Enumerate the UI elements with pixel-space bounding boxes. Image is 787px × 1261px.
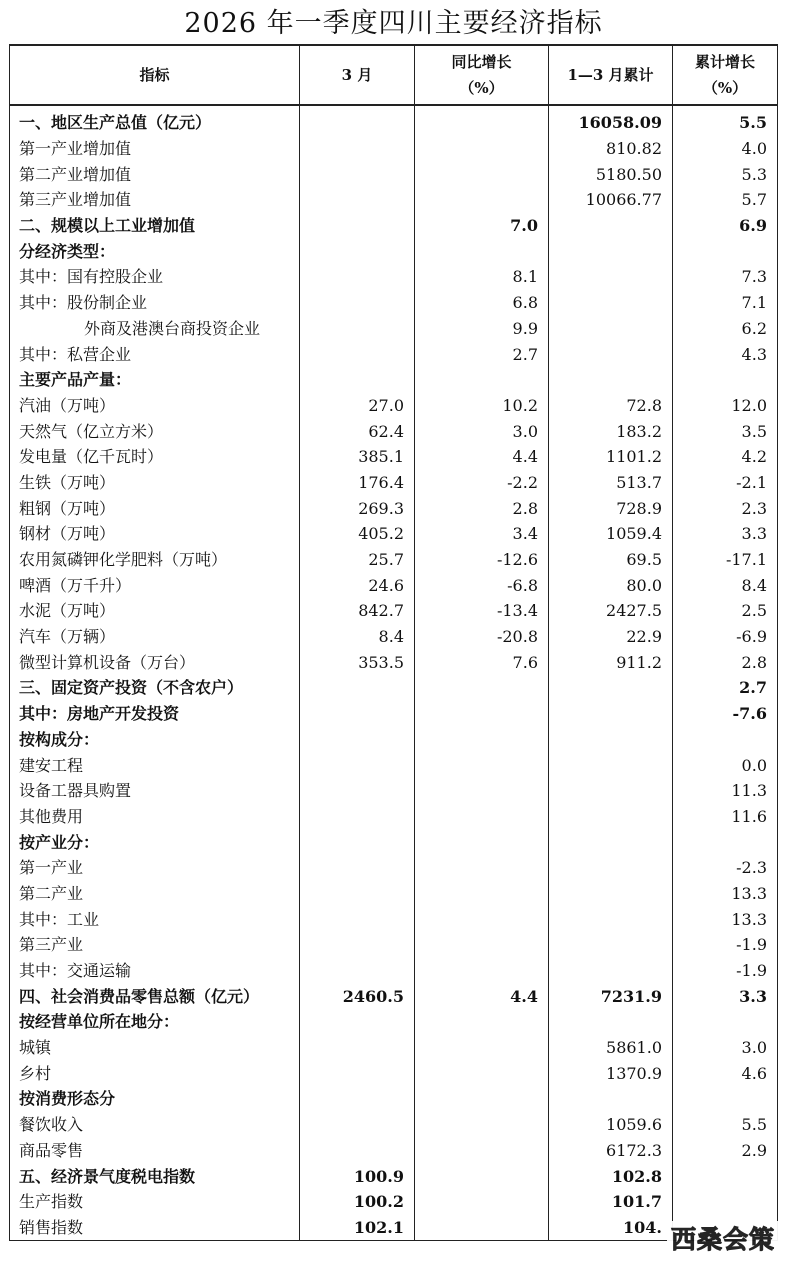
cell-cumulative-growth: 2.8 [673, 649, 778, 675]
row-label: 生铁（万吨） [10, 470, 300, 496]
cell-cumulative-growth: -1.9 [673, 932, 778, 958]
cell-cumulative [549, 238, 673, 264]
cell-cumulative: 22.9 [549, 624, 673, 650]
table-row [10, 367, 778, 393]
cell-yoy-growth: 10.2 [415, 393, 549, 419]
cell-march [300, 105, 415, 136]
cell-march: 269.3 [300, 495, 415, 521]
cell-cumulative: 69.5 [549, 547, 673, 573]
cell-cumulative-growth: 7.3 [673, 264, 778, 290]
cell-cumulative: 5861.0 [549, 1035, 673, 1061]
cell-cumulative: 6172.3 [549, 1138, 673, 1164]
cell-cumulative-growth [673, 829, 778, 855]
cell-yoy-growth [415, 1009, 549, 1035]
row-label: 第二产业 [10, 881, 300, 907]
cell-yoy-growth [415, 675, 549, 701]
row-label: 城镇 [10, 1035, 300, 1061]
table-header [10, 45, 778, 105]
table-row [10, 1035, 778, 1061]
cell-yoy-growth: 2.8 [415, 495, 549, 521]
cell-march: 842.7 [300, 598, 415, 624]
row-label: 五、经济景气度税电指数 [10, 1163, 300, 1189]
cell-cumulative [549, 367, 673, 393]
cell-yoy-growth [415, 238, 549, 264]
cell-cumulative: 911.2 [549, 649, 673, 675]
cell-yoy-growth [415, 105, 549, 136]
table-row [10, 105, 778, 136]
table-row [10, 572, 778, 598]
table-row [10, 213, 778, 239]
cell-yoy-growth [415, 932, 549, 958]
row-label: 分经济类型： [10, 238, 300, 264]
cell-cumulative: 102.8 [549, 1163, 673, 1189]
row-label: 第三产业增加值 [10, 187, 300, 213]
table-row [10, 958, 778, 984]
cell-yoy-growth: -20.8 [415, 624, 549, 650]
cell-cumulative-growth: 2.7 [673, 675, 778, 701]
cell-cumulative-growth: 6.2 [673, 316, 778, 342]
cell-march [300, 161, 415, 187]
header-cumulative: 1—3 月累计 [549, 45, 673, 105]
row-label: 其中：国有控股企业 [10, 264, 300, 290]
cell-yoy-growth: 4.4 [415, 983, 549, 1009]
row-label: 天然气（亿立方米） [10, 418, 300, 444]
cell-cumulative: 728.9 [549, 495, 673, 521]
cell-cumulative-growth: 2.5 [673, 598, 778, 624]
cell-yoy-growth [415, 1189, 549, 1215]
cell-yoy-growth: 3.0 [415, 418, 549, 444]
cell-cumulative [549, 881, 673, 907]
table-row [10, 752, 778, 778]
cell-march [300, 1112, 415, 1138]
row-label: 农用氮磷钾化学肥料（万吨） [10, 547, 300, 573]
row-label: 汽车（万辆） [10, 624, 300, 650]
cell-cumulative: 1370.9 [549, 1060, 673, 1086]
cell-yoy-growth: 3.4 [415, 521, 549, 547]
row-label: 二、规模以上工业增加值 [10, 213, 300, 239]
cell-yoy-growth: -2.2 [415, 470, 549, 496]
cell-march: 405.2 [300, 521, 415, 547]
cell-yoy-growth: -6.8 [415, 572, 549, 598]
cell-yoy-growth [415, 161, 549, 187]
row-label: 发电量（亿千瓦时） [10, 444, 300, 470]
cell-cumulative [549, 1009, 673, 1035]
header-march: 3 月 [300, 45, 415, 105]
cell-cumulative-growth: -17.1 [673, 547, 778, 573]
cell-cumulative-growth: 5.5 [673, 105, 778, 136]
cell-cumulative: 1101.2 [549, 444, 673, 470]
table-row [10, 855, 778, 881]
cell-cumulative-growth [673, 1086, 778, 1112]
table-row [10, 1138, 778, 1164]
cell-cumulative-growth: 4.0 [673, 136, 778, 162]
cell-yoy-growth [415, 958, 549, 984]
cell-yoy-growth [415, 778, 549, 804]
cell-cumulative: 72.8 [549, 393, 673, 419]
cell-cumulative-growth [673, 1163, 778, 1189]
cell-march [300, 804, 415, 830]
cell-march [300, 264, 415, 290]
cell-march: 102.1 [300, 1215, 415, 1241]
cell-cumulative: 80.0 [549, 572, 673, 598]
cell-march [300, 778, 415, 804]
table-row [10, 675, 778, 701]
cell-march [300, 1138, 415, 1164]
table-row [10, 521, 778, 547]
header-yoy-growth: 同比增长 （%） [415, 45, 549, 105]
cell-cumulative-growth: 3.3 [673, 521, 778, 547]
cell-march [300, 932, 415, 958]
indicator-table [9, 44, 778, 1241]
cell-cumulative-growth: 3.5 [673, 418, 778, 444]
cell-yoy-growth [415, 906, 549, 932]
cell-cumulative-growth [673, 238, 778, 264]
cell-cumulative [549, 316, 673, 342]
table-row [10, 418, 778, 444]
cell-cumulative-growth: 6.9 [673, 213, 778, 239]
row-label: 生产指数 [10, 1189, 300, 1215]
row-label: 按消费形态分 [10, 1086, 300, 1112]
table-row [10, 1163, 778, 1189]
table-row [10, 598, 778, 624]
cell-yoy-growth: -12.6 [415, 547, 549, 573]
header-cumulative-growth: 累计增长 （%） [673, 45, 778, 105]
cell-yoy-growth [415, 367, 549, 393]
cell-march [300, 136, 415, 162]
cell-yoy-growth [415, 187, 549, 213]
cell-cumulative: 183.2 [549, 418, 673, 444]
cell-cumulative-growth: 5.7 [673, 187, 778, 213]
cell-yoy-growth [415, 1215, 549, 1241]
cell-march [300, 855, 415, 881]
cell-cumulative-growth: 4.6 [673, 1060, 778, 1086]
cell-yoy-growth [415, 1086, 549, 1112]
cell-yoy-growth: -13.4 [415, 598, 549, 624]
cell-cumulative [549, 752, 673, 778]
table-row [10, 1060, 778, 1086]
table-row [10, 495, 778, 521]
cell-yoy-growth [415, 752, 549, 778]
cell-march: 385.1 [300, 444, 415, 470]
cell-cumulative: 513.7 [549, 470, 673, 496]
row-label: 外商及港澳台商投资企业 [10, 316, 300, 342]
cell-cumulative: 810.82 [549, 136, 673, 162]
cell-yoy-growth [415, 701, 549, 727]
cell-march [300, 290, 415, 316]
cell-march [300, 213, 415, 239]
cell-cumulative [549, 829, 673, 855]
cell-march: 27.0 [300, 393, 415, 419]
table-row [10, 701, 778, 727]
table-row [10, 804, 778, 830]
cell-march: 100.9 [300, 1163, 415, 1189]
row-label: 其中：工业 [10, 906, 300, 932]
cell-march [300, 829, 415, 855]
cell-cumulative-growth [673, 1189, 778, 1215]
row-label: 粗钢（万吨） [10, 495, 300, 521]
table-row [10, 932, 778, 958]
cell-yoy-growth: 8.1 [415, 264, 549, 290]
cell-yoy-growth [415, 1138, 549, 1164]
row-label: 四、社会消费品零售总额（亿元） [10, 983, 300, 1009]
cell-cumulative [549, 958, 673, 984]
cell-cumulative [549, 213, 673, 239]
row-label: 啤酒（万千升） [10, 572, 300, 598]
cell-yoy-growth: 2.7 [415, 341, 549, 367]
cell-yoy-growth [415, 1163, 549, 1189]
cell-yoy-growth [415, 136, 549, 162]
cell-cumulative-growth: 3.0 [673, 1035, 778, 1061]
cell-cumulative-growth: 0.0 [673, 752, 778, 778]
cell-yoy-growth: 4.4 [415, 444, 549, 470]
cell-march [300, 238, 415, 264]
table-row [10, 649, 778, 675]
table-row [10, 264, 778, 290]
cell-march: 25.7 [300, 547, 415, 573]
table-row [10, 290, 778, 316]
row-label: 按经营单位所在地分： [10, 1009, 300, 1035]
table-row [10, 393, 778, 419]
cell-cumulative-growth: 7.1 [673, 290, 778, 316]
cell-march: 2460.5 [300, 983, 415, 1009]
cell-cumulative: 5180.50 [549, 161, 673, 187]
cell-march: 24.6 [300, 572, 415, 598]
cell-yoy-growth [415, 1035, 549, 1061]
cell-cumulative [549, 675, 673, 701]
row-label: 其中：股份制企业 [10, 290, 300, 316]
table-row [10, 161, 778, 187]
table-row [10, 1009, 778, 1035]
cell-cumulative: 1059.6 [549, 1112, 673, 1138]
cell-march [300, 958, 415, 984]
row-label: 微型计算机设备（万台） [10, 649, 300, 675]
row-label: 主要产品产量： [10, 367, 300, 393]
table-row [10, 829, 778, 855]
table-row [10, 906, 778, 932]
watermark-logo: 西桑会策 [667, 1221, 779, 1255]
cell-march [300, 1009, 415, 1035]
table-row [10, 341, 778, 367]
cell-yoy-growth [415, 855, 549, 881]
cell-cumulative-growth: 4.3 [673, 341, 778, 367]
row-label: 第一产业 [10, 855, 300, 881]
table-row [10, 1189, 778, 1215]
cell-cumulative: 10066.77 [549, 187, 673, 213]
cell-march [300, 316, 415, 342]
cell-cumulative [549, 906, 673, 932]
cell-cumulative-growth: 2.3 [673, 495, 778, 521]
cell-yoy-growth: 6.8 [415, 290, 549, 316]
cell-yoy-growth: 9.9 [415, 316, 549, 342]
header-indicator: 指标 [10, 45, 300, 105]
table-row [10, 470, 778, 496]
row-label: 乡村 [10, 1060, 300, 1086]
cell-march [300, 367, 415, 393]
cell-march: 353.5 [300, 649, 415, 675]
cell-cumulative [549, 778, 673, 804]
row-label: 商品零售 [10, 1138, 300, 1164]
row-label: 餐饮收入 [10, 1112, 300, 1138]
cell-cumulative: 101.7 [549, 1189, 673, 1215]
table-row [10, 983, 778, 1009]
cell-march [300, 727, 415, 753]
cell-march [300, 752, 415, 778]
cell-cumulative [549, 804, 673, 830]
row-label: 第二产业增加值 [10, 161, 300, 187]
cell-cumulative-growth: 12.0 [673, 393, 778, 419]
cell-cumulative-growth: 4.2 [673, 444, 778, 470]
cell-cumulative: 2427.5 [549, 598, 673, 624]
cell-march [300, 187, 415, 213]
cell-march: 176.4 [300, 470, 415, 496]
cell-march [300, 701, 415, 727]
row-label: 钢材（万吨） [10, 521, 300, 547]
cell-cumulative-growth: 13.3 [673, 881, 778, 907]
table-row [10, 444, 778, 470]
cell-cumulative-growth: -2.1 [673, 470, 778, 496]
cell-march [300, 1086, 415, 1112]
cell-march [300, 1035, 415, 1061]
cell-cumulative [549, 1086, 673, 1112]
cell-cumulative-growth: 13.3 [673, 906, 778, 932]
cell-march [300, 675, 415, 701]
table-row [10, 1112, 778, 1138]
cell-cumulative: 16058.09 [549, 105, 673, 136]
row-label: 建安工程 [10, 752, 300, 778]
cell-cumulative: 104. [549, 1215, 673, 1241]
cell-march [300, 881, 415, 907]
cell-cumulative-growth [673, 1009, 778, 1035]
table-row [10, 187, 778, 213]
row-label: 第一产业增加值 [10, 136, 300, 162]
cell-march: 8.4 [300, 624, 415, 650]
cell-cumulative-growth: 11.6 [673, 804, 778, 830]
cell-cumulative-growth: 3.3 [673, 983, 778, 1009]
table-row [10, 1215, 778, 1241]
cell-yoy-growth [415, 1112, 549, 1138]
table-row [10, 624, 778, 650]
row-label: 设备工器具购置 [10, 778, 300, 804]
cell-march: 100.2 [300, 1189, 415, 1215]
cell-yoy-growth: 7.6 [415, 649, 549, 675]
table-row [10, 778, 778, 804]
cell-march [300, 1060, 415, 1086]
table-row [10, 1086, 778, 1112]
cell-cumulative [549, 727, 673, 753]
cell-cumulative-growth: 2.9 [673, 1138, 778, 1164]
cell-cumulative: 7231.9 [549, 983, 673, 1009]
document-title: 2026 年一季度四川主要经济指标 [184, 8, 603, 39]
cell-yoy-growth [415, 804, 549, 830]
row-label: 销售指数 [10, 1215, 300, 1241]
cell-cumulative-growth: -6.9 [673, 624, 778, 650]
table-row [10, 881, 778, 907]
cell-cumulative-growth: -2.3 [673, 855, 778, 881]
cell-cumulative [549, 932, 673, 958]
table-row [10, 238, 778, 264]
cell-cumulative-growth: 5.3 [673, 161, 778, 187]
cell-cumulative-growth [673, 367, 778, 393]
row-label: 水泥（万吨） [10, 598, 300, 624]
cell-yoy-growth [415, 829, 549, 855]
cell-cumulative-growth [673, 727, 778, 753]
row-label: 第三产业 [10, 932, 300, 958]
cell-yoy-growth [415, 1060, 549, 1086]
table-row [10, 316, 778, 342]
table-body [10, 105, 778, 1241]
cell-cumulative-growth: -7.6 [673, 701, 778, 727]
cell-cumulative [549, 855, 673, 881]
row-label: 其中：私营企业 [10, 341, 300, 367]
cell-cumulative-growth: 8.4 [673, 572, 778, 598]
cell-cumulative [549, 701, 673, 727]
cell-yoy-growth [415, 727, 549, 753]
cell-march [300, 906, 415, 932]
cell-march [300, 341, 415, 367]
row-label: 其中：交通运输 [10, 958, 300, 984]
cell-cumulative: 1059.4 [549, 521, 673, 547]
row-label: 汽油（万吨） [10, 393, 300, 419]
row-label: 其中：房地产开发投资 [10, 701, 300, 727]
table-row [10, 136, 778, 162]
cell-yoy-growth: 7.0 [415, 213, 549, 239]
cell-cumulative [549, 264, 673, 290]
cell-cumulative-growth: 11.3 [673, 778, 778, 804]
row-label: 按产业分： [10, 829, 300, 855]
cell-cumulative-growth: -1.9 [673, 958, 778, 984]
cell-cumulative [549, 341, 673, 367]
table-row [10, 547, 778, 573]
row-label: 其他费用 [10, 804, 300, 830]
row-label: 三、固定资产投资（不含农户） [10, 675, 300, 701]
row-label: 按构成分： [10, 727, 300, 753]
cell-cumulative-growth: 5.5 [673, 1112, 778, 1138]
table-row [10, 727, 778, 753]
cell-cumulative [549, 290, 673, 316]
cell-march: 62.4 [300, 418, 415, 444]
cell-yoy-growth [415, 881, 549, 907]
row-label: 一、地区生产总值（亿元） [10, 105, 300, 136]
